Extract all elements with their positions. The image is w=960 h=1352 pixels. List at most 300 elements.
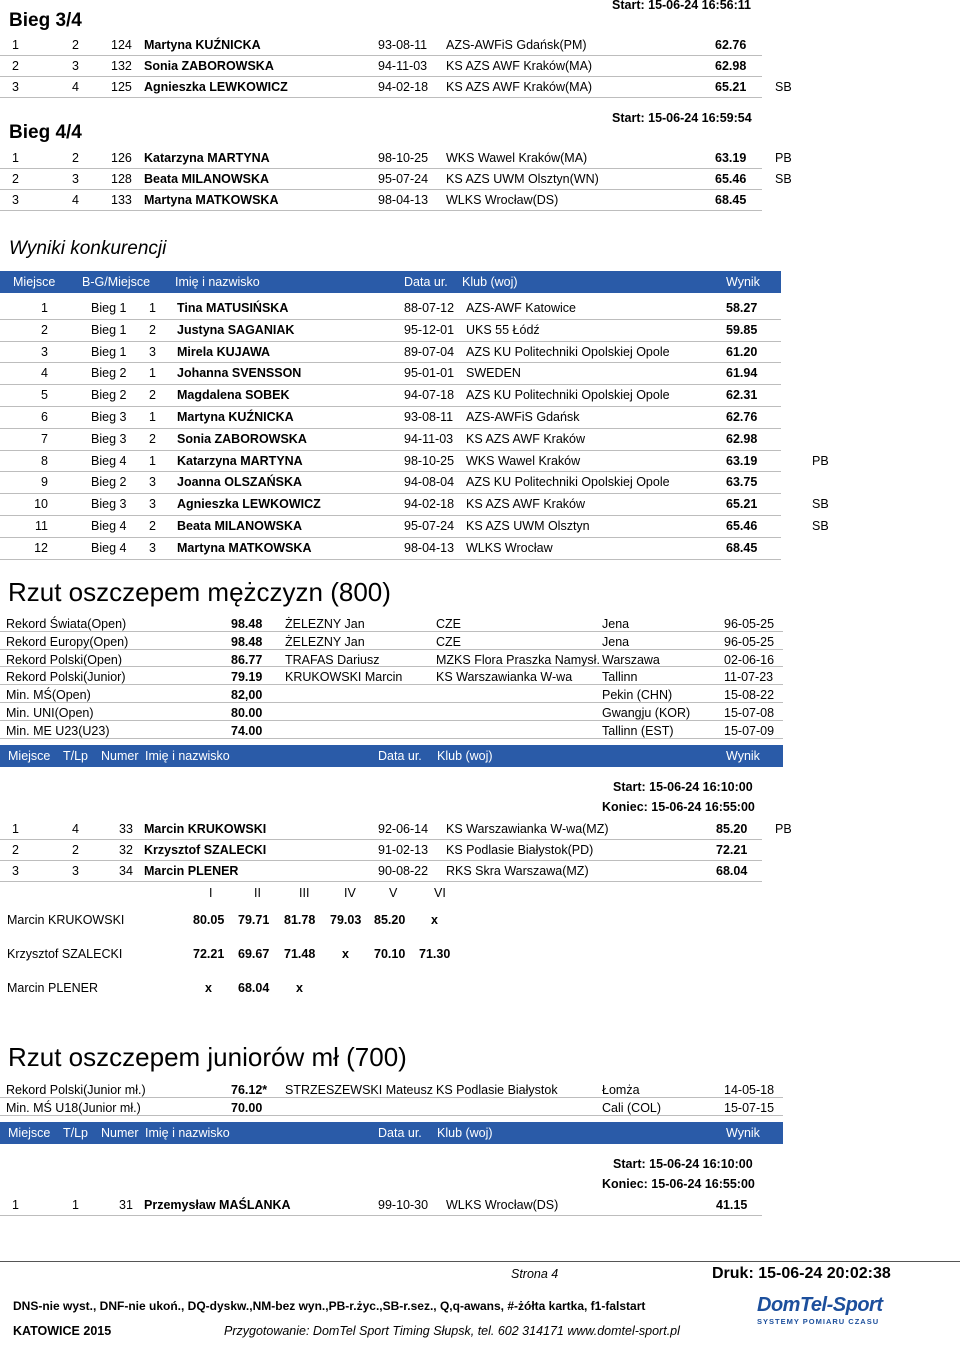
cell-name: Martyna KUŹNICKA bbox=[144, 38, 261, 52]
cell-date: 15-07-09 bbox=[724, 723, 775, 738]
cell-date: 11-07-23 bbox=[724, 670, 774, 685]
heat-row bbox=[0, 148, 792, 168]
cell-dob: 90-08-22 bbox=[378, 864, 429, 878]
cell-result: 72.21 bbox=[716, 843, 748, 857]
cell-dob: 94-11-03 bbox=[378, 59, 428, 73]
row-divider bbox=[0, 738, 783, 739]
cell-club: AZS-AWFiS Gdańsk bbox=[466, 410, 580, 424]
cell-result: 68.45 bbox=[715, 193, 747, 207]
cell-bib: 31 bbox=[119, 1198, 133, 1212]
cell-club: KS AZS AWF Kraków(MA) bbox=[446, 80, 593, 94]
attempt-value: x bbox=[431, 913, 438, 927]
cell-place: 4 bbox=[41, 366, 48, 381]
cell-note: PB bbox=[812, 453, 829, 468]
col-dob: Data ur. bbox=[378, 749, 422, 763]
cell-hplace: 3 bbox=[149, 497, 156, 512]
cell-bib: 34 bbox=[119, 864, 133, 878]
cell-dob: 95-07-24 bbox=[378, 172, 429, 186]
cell-date: 15-07-15 bbox=[724, 1100, 775, 1115]
cell-name: Sonia ZABOROWSKA bbox=[177, 431, 307, 446]
cell-dob: 88-07-12 bbox=[404, 301, 455, 315]
logo-subtext: SYSTEMY POMIARU CZASU bbox=[757, 1317, 880, 1326]
attempt-value: x bbox=[205, 981, 212, 995]
attempt-value: 68.04 bbox=[238, 981, 270, 995]
overall-row bbox=[0, 538, 781, 558]
cell-place: 2 bbox=[12, 172, 19, 186]
cell-place: 7 bbox=[41, 431, 48, 446]
attempt-value: 71.30 bbox=[419, 947, 451, 961]
cell-result: 62.98 bbox=[726, 431, 758, 446]
cell-label: Min. UNI(Open) bbox=[6, 706, 94, 720]
cell-club: WLKS Wrocław bbox=[466, 540, 553, 555]
cell-place: Pekin (CHN) bbox=[602, 688, 673, 703]
attempt-value: 85.20 bbox=[374, 913, 406, 927]
cell-heat: Bieg 1 bbox=[91, 301, 127, 315]
result-row bbox=[0, 840, 762, 860]
cell-note: PB bbox=[775, 151, 792, 165]
attempt-athlete: Krzysztof SZALECKI bbox=[7, 947, 123, 961]
attempt-header: VI bbox=[434, 886, 446, 900]
cell-place: Gwangju (KOR) bbox=[602, 706, 691, 720]
cell-dob: 95-01-01 bbox=[404, 366, 455, 381]
cell-bib: 132 bbox=[111, 59, 132, 73]
cell-place: 8 bbox=[41, 453, 48, 468]
cell-place: 3 bbox=[12, 864, 19, 878]
cell-dob: 91-02-13 bbox=[378, 843, 429, 857]
cell-club: RKS Skra Warszawa(MZ) bbox=[446, 864, 589, 878]
col-name: Imię i nazwisko bbox=[145, 749, 230, 763]
cell-dob: 94-07-18 bbox=[404, 388, 455, 403]
cell-club: AZS-AWFiS Gdańsk(PM) bbox=[446, 38, 587, 52]
cell-result: 62.76 bbox=[726, 410, 758, 424]
cell-note: SB bbox=[775, 80, 792, 94]
cell-dob: 94-02-18 bbox=[404, 497, 455, 512]
cell-lp: 2 bbox=[72, 843, 79, 857]
cell-name: Marcin KRUKOWSKI bbox=[144, 822, 267, 836]
cell-heat: Bieg 2 bbox=[91, 388, 127, 403]
cell-value: 74.00 bbox=[231, 723, 263, 738]
cell-value: 79.19 bbox=[231, 670, 263, 685]
cell-name: Johanna SVENSSON bbox=[177, 366, 302, 381]
cell-bib: 126 bbox=[111, 151, 132, 165]
cell-dob: 93-08-11 bbox=[378, 38, 428, 52]
cell-lane: 4 bbox=[72, 193, 79, 207]
cell-club: KS AZS UWM Olsztyn bbox=[466, 519, 590, 533]
cell-dob: 95-12-01 bbox=[404, 322, 455, 337]
attempt-value: 69.67 bbox=[238, 947, 270, 961]
cell-label: Min. MŚ U18(Junior mł.) bbox=[6, 1100, 141, 1115]
attempt-value: 81.78 bbox=[284, 913, 316, 927]
cell-place: 9 bbox=[41, 475, 48, 490]
cell-holder: STRZESZEWSKI Mateusz bbox=[285, 1083, 433, 1097]
cell-dob: 93-08-11 bbox=[404, 410, 454, 424]
col-dob: Data ur. bbox=[404, 275, 448, 289]
overall-row bbox=[0, 516, 829, 536]
cell-holder: KRUKOWSKI Marcin bbox=[285, 670, 403, 685]
cell-dob: 94-11-03 bbox=[404, 431, 454, 446]
cell-name: Martyna KUŹNICKA bbox=[177, 410, 294, 424]
cell-date: 02-06-16 bbox=[724, 652, 775, 667]
cell-place: 12 bbox=[34, 540, 48, 555]
cell-heat: Bieg 1 bbox=[91, 322, 127, 337]
cell-heat: Bieg 1 bbox=[91, 344, 127, 359]
cell-club: KS Warszawianka W-wa bbox=[436, 670, 573, 685]
cell-club: AZS KU Politechniki Opolskiej Opole bbox=[466, 344, 670, 359]
result-row bbox=[0, 819, 792, 839]
cell-place: 10 bbox=[34, 497, 48, 512]
cell-heat: Bieg 3 bbox=[91, 410, 127, 424]
col-club: Klub (woj) bbox=[437, 1126, 493, 1140]
cell-value: 86.77 bbox=[231, 652, 263, 667]
overall-row bbox=[0, 298, 781, 318]
cell-dob: 99-10-30 bbox=[378, 1198, 429, 1212]
cell-hplace: 3 bbox=[149, 475, 156, 490]
cell-place: 1 bbox=[12, 38, 19, 52]
print-time: Druk: 15-06-24 20:02:38 bbox=[712, 1265, 891, 1282]
attempt-value: 79.03 bbox=[330, 913, 362, 927]
cell-heat: Bieg 3 bbox=[91, 497, 127, 512]
cell-result: 65.46 bbox=[726, 519, 758, 533]
cell-bib: 32 bbox=[119, 843, 133, 857]
cell-label: Rekord Świata(Open) bbox=[6, 617, 127, 631]
overall-row bbox=[0, 451, 829, 471]
cell-club: AZS KU Politechniki Opolskiej Opole bbox=[466, 475, 670, 490]
cell-label: Rekord Polski(Junior) bbox=[6, 670, 126, 685]
cell-club: CZE bbox=[436, 634, 461, 649]
cell-result: 62.98 bbox=[715, 59, 747, 73]
cell-lp: 4 bbox=[72, 822, 79, 836]
cell-name: Beata MILANOWSKA bbox=[144, 172, 270, 186]
cell-bib: 124 bbox=[111, 38, 132, 52]
cell-club: SWEDEN bbox=[466, 366, 521, 381]
cell-date: 15-08-22 bbox=[724, 688, 775, 703]
cell-place: 3 bbox=[12, 193, 19, 207]
cell-label: Rekord Europy(Open) bbox=[6, 634, 129, 649]
result-row bbox=[0, 1195, 762, 1215]
cell-label: Min. ME U23(U23) bbox=[6, 723, 110, 738]
cell-result: 61.20 bbox=[726, 344, 758, 359]
col-heat: B-G/Miejsce bbox=[82, 275, 151, 289]
overall-row bbox=[0, 472, 781, 492]
col-bib: Numer bbox=[101, 749, 139, 763]
heat-row bbox=[0, 77, 792, 97]
cell-note: SB bbox=[812, 497, 829, 512]
footer-divider bbox=[0, 1261, 960, 1262]
cell-name: Justyna SAGANIAK bbox=[177, 322, 295, 337]
attempt-value: 71.48 bbox=[284, 947, 316, 961]
cell-label: Min. MŚ(Open) bbox=[6, 688, 91, 703]
cell-club: KS AZS AWF Kraków bbox=[466, 497, 586, 512]
cell-holder: ŻELEZNY Jan bbox=[285, 634, 365, 649]
cell-dob: 92-06-14 bbox=[378, 822, 429, 836]
cell-place: 1 bbox=[12, 1198, 19, 1212]
attempt-header: II bbox=[254, 886, 261, 900]
cell-result: 41.15 bbox=[716, 1198, 748, 1212]
legend-text: DNS-nie wyst., DNF-nie ukoń., DQ-dyskw.,NM-bez wyn.,PB-r.życ.,SB-r.sez., Q,q-awans, #-żółta kartka, f1-falstart bbox=[13, 1299, 646, 1313]
cell-hplace: 2 bbox=[149, 519, 156, 533]
col-result: Wynik bbox=[726, 1126, 760, 1140]
cell-bib: 128 bbox=[111, 172, 132, 186]
cell-place: 3 bbox=[41, 344, 48, 359]
cell-heat: Bieg 4 bbox=[91, 540, 127, 555]
cell-place: 2 bbox=[41, 322, 48, 337]
row-divider bbox=[0, 1115, 783, 1116]
cell-club: AZS KU Politechniki Opolskiej Opole bbox=[466, 388, 670, 403]
cell-dob: 98-10-25 bbox=[404, 453, 455, 468]
junior-start: Start: 15-06-24 16:10:00 bbox=[613, 1157, 753, 1171]
cell-heat: Bieg 4 bbox=[91, 453, 127, 468]
overall-header bbox=[0, 271, 781, 293]
heat-row bbox=[0, 35, 762, 55]
overall-row bbox=[0, 494, 829, 514]
attempt-value: 70.10 bbox=[374, 947, 406, 961]
cell-place: Łomża bbox=[602, 1083, 640, 1097]
cell-dob: 94-08-04 bbox=[404, 475, 455, 490]
cell-name: Marcin PLENER bbox=[144, 864, 239, 878]
heat3-start: Start: 15-06-24 16:56:11 bbox=[612, 0, 751, 12]
col-place: Miejsce bbox=[8, 1126, 51, 1140]
cell-name: Krzysztof SZALECKI bbox=[144, 843, 267, 857]
cell-name: Magdalena SOBEK bbox=[177, 388, 290, 403]
col-name: Imię i nazwisko bbox=[145, 1126, 230, 1140]
col-place: Miejsce bbox=[8, 749, 51, 763]
junior-end: Koniec: 15-06-24 16:55:00 bbox=[602, 1177, 755, 1191]
cell-club: WKS Wawel Kraków(MA) bbox=[446, 151, 588, 165]
attempt-athlete: Marcin PLENER bbox=[7, 981, 98, 995]
cell-result: 63.75 bbox=[726, 475, 758, 490]
cell-dob: 95-07-24 bbox=[404, 519, 455, 533]
cell-value: 98.48 bbox=[231, 617, 263, 631]
cell-club: WKS Wawel Kraków bbox=[466, 453, 581, 468]
cell-hplace: 2 bbox=[149, 322, 156, 337]
cell-result: 62.76 bbox=[715, 38, 747, 52]
cell-lane: 3 bbox=[72, 59, 79, 73]
result-row bbox=[0, 861, 762, 881]
cell-club: UKS 55 Łódź bbox=[466, 322, 540, 337]
cell-date: 96-05-25 bbox=[724, 617, 775, 631]
cell-place: Warszawa bbox=[602, 652, 660, 667]
row-divider bbox=[0, 881, 762, 882]
cell-heat: Bieg 2 bbox=[91, 366, 127, 381]
attempt-value: 80.05 bbox=[193, 913, 225, 927]
cell-club: MZKS Flora Praszka Namysł. bbox=[436, 652, 600, 667]
row-divider bbox=[0, 97, 762, 98]
attempt-value: x bbox=[296, 981, 303, 995]
overall-title: Wyniki konkurencji bbox=[9, 238, 167, 259]
cell-place: 1 bbox=[12, 151, 19, 165]
javelin-juniors-title: Rzut oszczepem juniorów mł (700) bbox=[8, 1042, 407, 1072]
cell-name: Mirela KUJAWA bbox=[177, 344, 271, 359]
cell-label: Rekord Polski(Open) bbox=[6, 652, 123, 667]
row-divider bbox=[0, 1215, 762, 1216]
heat4-start: Start: 15-06-24 16:59:54 bbox=[612, 111, 752, 125]
cell-hplace: 1 bbox=[149, 366, 156, 381]
cell-heat: Bieg 2 bbox=[91, 475, 127, 490]
cell-name: Tina MATUSIŃSKA bbox=[177, 301, 289, 315]
col-result: Wynik bbox=[726, 749, 760, 763]
cell-note: SB bbox=[775, 172, 792, 186]
men-end: Koniec: 15-06-24 16:55:00 bbox=[602, 800, 755, 814]
col-club: Klub (woj) bbox=[462, 275, 518, 289]
cell-place: 11 bbox=[35, 519, 48, 533]
cell-place: Jena bbox=[602, 634, 630, 649]
cell-bib: 125 bbox=[111, 80, 132, 94]
cell-dob: 98-04-13 bbox=[378, 193, 429, 207]
heat3-title: Bieg 3/4 bbox=[9, 10, 82, 31]
cell-heat: Bieg 3 bbox=[91, 431, 127, 446]
col-result: Wynik bbox=[726, 275, 760, 289]
col-lp: T/Lp bbox=[63, 1126, 89, 1140]
cell-place: Tallinn bbox=[602, 670, 638, 685]
col-club: Klub (woj) bbox=[437, 749, 493, 763]
overall-row bbox=[0, 429, 781, 449]
cell-club: KS Podlasie Białystok bbox=[436, 1083, 558, 1097]
heat-row bbox=[0, 190, 762, 210]
cell-result: 58.27 bbox=[726, 301, 758, 315]
cell-club: KS Warszawianka W-wa(MZ) bbox=[446, 822, 609, 836]
cell-place: 1 bbox=[12, 822, 19, 836]
cell-dob: 98-10-25 bbox=[378, 151, 429, 165]
row-divider bbox=[0, 210, 762, 211]
cell-lane: 2 bbox=[72, 38, 79, 52]
cell-hplace: 1 bbox=[149, 453, 156, 468]
overall-row bbox=[0, 407, 781, 427]
cell-result: 65.21 bbox=[726, 497, 758, 512]
cell-name: Martyna MATKOWSKA bbox=[144, 193, 279, 207]
cell-place: 1 bbox=[41, 301, 48, 315]
cell-result: 68.04 bbox=[716, 864, 748, 878]
col-dob: Data ur. bbox=[378, 1126, 422, 1140]
cell-club: WLKS Wrocław(DS) bbox=[446, 1198, 559, 1212]
cell-value: 82,00 bbox=[231, 688, 263, 703]
event-name: KATOWICE 2015 bbox=[13, 1324, 112, 1338]
attempt-value: x bbox=[342, 947, 349, 961]
cell-result: 63.19 bbox=[715, 151, 747, 165]
attempt-header: IV bbox=[344, 886, 356, 900]
cell-holder: ŻELEZNY Jan bbox=[285, 617, 365, 631]
cell-value: 98.48 bbox=[231, 634, 263, 649]
cell-hplace: 1 bbox=[149, 301, 156, 315]
cell-result: 63.19 bbox=[726, 453, 758, 468]
cell-bib: 133 bbox=[111, 193, 132, 207]
attempt-header: I bbox=[209, 886, 213, 900]
overall-row bbox=[0, 320, 781, 340]
cell-club: CZE bbox=[436, 617, 461, 631]
cell-date: 14-05-18 bbox=[724, 1083, 775, 1097]
attempt-header: V bbox=[389, 886, 398, 900]
cell-result: 62.31 bbox=[726, 388, 758, 403]
cell-lane: 3 bbox=[72, 172, 79, 186]
cell-holder: TRAFAS Dariusz bbox=[285, 652, 380, 667]
cell-dob: 89-07-04 bbox=[404, 344, 455, 359]
junior-header bbox=[0, 1122, 783, 1144]
cell-name: Beata MILANOWSKA bbox=[177, 519, 303, 533]
cell-name: Agnieszka LEWKOWICZ bbox=[177, 497, 321, 512]
attempt-header: III bbox=[299, 886, 310, 900]
overall-row bbox=[0, 385, 781, 405]
cell-club: KS AZS AWF Kraków(MA) bbox=[446, 59, 593, 73]
cell-hplace: 3 bbox=[149, 344, 156, 359]
men-start: Start: 15-06-24 16:10:00 bbox=[613, 780, 753, 794]
cell-label: Rekord Polski(Junior mł.) bbox=[6, 1083, 146, 1097]
cell-lane: 2 bbox=[72, 151, 79, 165]
cell-place: Cali (COL) bbox=[602, 1100, 662, 1115]
cell-lane: 4 bbox=[72, 80, 79, 94]
heat-row bbox=[0, 169, 792, 189]
col-name: Imię i nazwisko bbox=[175, 275, 260, 289]
cell-club: KS AZS AWF Kraków bbox=[466, 431, 586, 446]
cell-hplace: 1 bbox=[149, 410, 156, 424]
col-place: Miejsce bbox=[13, 275, 56, 289]
cell-result: 65.46 bbox=[715, 172, 747, 186]
cell-place: Tallinn (EST) bbox=[602, 723, 674, 738]
cell-club: KS AZS UWM Olsztyn(WN) bbox=[446, 172, 599, 186]
cell-name: Agnieszka LEWKOWICZ bbox=[144, 80, 288, 94]
cell-note: SB bbox=[812, 519, 829, 533]
cell-hplace: 2 bbox=[149, 431, 156, 446]
cell-place: 2 bbox=[12, 843, 19, 857]
heat-row bbox=[0, 56, 762, 76]
cell-name: Katarzyna MARTYNA bbox=[177, 453, 303, 468]
cell-club: AZS-AWF Katowice bbox=[466, 301, 576, 315]
cell-result: 85.20 bbox=[716, 822, 748, 836]
cell-result: 65.21 bbox=[715, 80, 747, 94]
prepared-by: Przygotowanie: DomTel Sport Timing Słupsk, tel. 602 314171 www.domtel-sport.pl bbox=[224, 1324, 680, 1338]
row-divider bbox=[0, 559, 781, 560]
cell-name: Przemysław MAŚLANKA bbox=[144, 1198, 291, 1212]
cell-place: 3 bbox=[12, 80, 19, 94]
attempt-athlete: Marcin KRUKOWSKI bbox=[7, 913, 125, 927]
cell-club: KS Podlasie Białystok(PD) bbox=[446, 843, 594, 857]
col-lp: T/Lp bbox=[63, 749, 89, 763]
cell-lp: 1 bbox=[72, 1198, 79, 1212]
cell-club: WLKS Wrocław(DS) bbox=[446, 193, 559, 207]
cell-value: 70.00 bbox=[231, 1100, 263, 1115]
cell-date: 96-05-25 bbox=[724, 634, 775, 649]
domtel-logo bbox=[757, 1294, 907, 1334]
cell-dob: 98-04-13 bbox=[404, 540, 455, 555]
men-header bbox=[0, 745, 783, 767]
cell-lp: 3 bbox=[72, 864, 79, 878]
cell-result: 59.85 bbox=[726, 322, 758, 337]
javelin-men-title: Rzut oszczepem mężczyzn (800) bbox=[8, 577, 391, 607]
logo-text: DomTel-Sport bbox=[757, 1294, 883, 1316]
cell-hplace: 3 bbox=[149, 540, 156, 555]
cell-name: Sonia ZABOROWSKA bbox=[144, 59, 274, 73]
cell-name: Katarzyna MARTYNA bbox=[144, 151, 270, 165]
cell-name: Martyna MATKOWSKA bbox=[177, 540, 312, 555]
cell-result: 61.94 bbox=[726, 366, 758, 381]
cell-result: 68.45 bbox=[726, 540, 758, 555]
cell-name: Joanna OLSZAŃSKA bbox=[177, 475, 303, 490]
cell-hplace: 2 bbox=[149, 388, 156, 403]
attempt-value: 72.21 bbox=[193, 947, 225, 961]
col-bib: Numer bbox=[101, 1126, 139, 1140]
heat4-title: Bieg 4/4 bbox=[9, 122, 82, 143]
overall-row bbox=[0, 363, 781, 383]
overall-row bbox=[0, 342, 781, 362]
cell-place: 2 bbox=[12, 59, 19, 73]
cell-note: PB bbox=[775, 822, 792, 836]
page-number: Strona 4 bbox=[511, 1267, 559, 1281]
cell-place: 6 bbox=[41, 410, 48, 424]
cell-place: 5 bbox=[41, 388, 48, 403]
cell-date: 15-07-08 bbox=[724, 706, 775, 720]
cell-place: Jena bbox=[602, 617, 630, 631]
cell-value: 76.12* bbox=[231, 1083, 268, 1097]
cell-heat: Bieg 4 bbox=[91, 519, 127, 533]
cell-bib: 33 bbox=[119, 822, 133, 836]
